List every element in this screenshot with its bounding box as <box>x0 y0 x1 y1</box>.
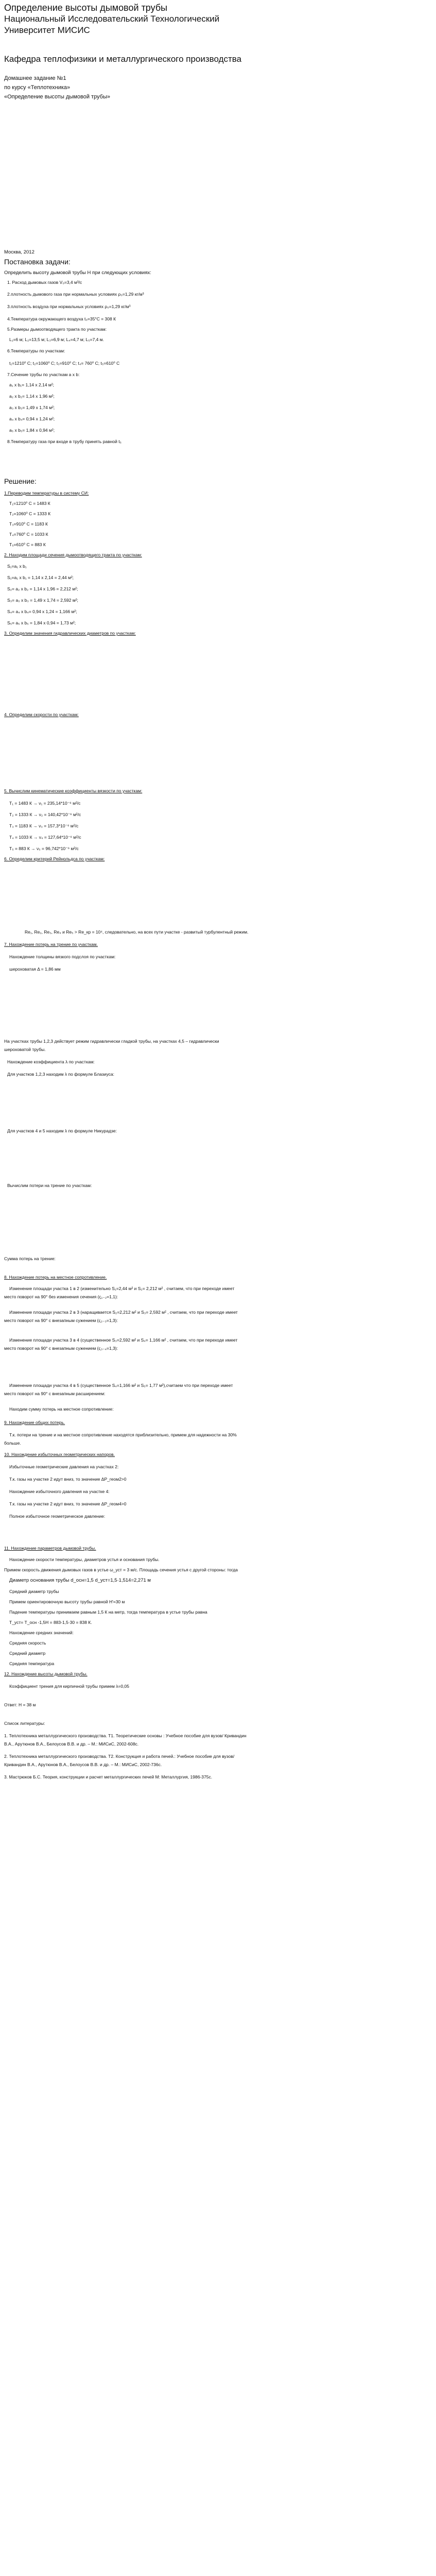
formula-line: S₅= a₅ x b₅ = 1,84 x 0,94 = 1,73 м²; <box>7 620 76 625</box>
formula-line: S₁=a₁ x b₁ <box>7 564 27 569</box>
body-text: Средний диаметр трубы <box>9 1589 59 1594</box>
references-heading: Список литературы: <box>4 1721 45 1726</box>
step-heading: 5. Вычислим кинематические коэффициенты вязкости по участкам: <box>4 788 143 793</box>
body-text: Т.к. газы на участке 2 идут вниз, то значение ΔP_геом4>0 <box>9 1501 127 1506</box>
body-text: Изменение площади участка 2 в 3 (наращивается S₂=2,212 м² и S₃= 2,592 м² , считаем, что при переходе имеет <box>9 1310 238 1315</box>
body-text: Средний диаметр <box>9 1651 46 1656</box>
body-text: Т.к. газы на участке 2 идут вниз, то значение ΔP_геом2>0 <box>9 1477 127 1482</box>
step-heading: 11. Нахождение параметров дымовой трубы. <box>4 1546 96 1551</box>
body-text: Избыточные геометрические давления на участках 2: <box>9 1464 119 1469</box>
step-heading: 6. Определим критерий Рейнольдса по участкам: <box>4 856 105 861</box>
university-name-line1: Национальный Исследовательский Технологический <box>4 14 220 24</box>
problem-item: a₁ x b₁= 1,14 x 2,14 м²; <box>9 382 54 387</box>
reference-item: В.А., Арутюнов В.А., Белоусов В.В. и др. – М.: МИСиС, 2002-608с. <box>4 1741 139 1747</box>
step-heading: 2. Находим площади сечения дымоотводящего тракта по участкам: <box>4 552 142 557</box>
reference-item: 2. Теплотехника металлургического производства. Т2. Конструкция и работа печей.: Учебное пособие для вузов/ <box>4 1754 235 1759</box>
problem-item: a₂ x b₂= 1,14 x 1,96 м²; <box>9 394 55 399</box>
body-text: Падение температуры принимаем равным 1,5 К на метр, тогда температура в устье трубы равна <box>9 1609 207 1615</box>
formula-line: T₂ = 1333 К → ν₂ = 140,42*10⁻⁶ м²/с <box>9 812 81 817</box>
step-heading: 8. Нахождение потерь на местное сопротивление. <box>4 1275 107 1280</box>
problem-item: 1. Расход дымовых газов V₀=3,4 м³/с <box>7 280 82 285</box>
body-text: шероховатая Δ = 1,86 мм <box>9 967 61 972</box>
step-heading: 10. Нахождение избыточных геометрических напоров. <box>4 1452 115 1457</box>
formula-line: T₂=1060⁰ С = 1333 К <box>9 511 51 516</box>
step-heading: 4. Определим скорости по участкам: <box>4 712 79 717</box>
formula-line: T₁=1210⁰ С = 1483 К <box>9 501 50 506</box>
body-text: Нахождение коэффициента λ по участкам: <box>7 1059 95 1064</box>
formula-line: T₃ = 1183 К → ν₃ = 157,3*10⁻⁶ м²/с <box>9 823 79 828</box>
problem-item: 3.плотность воздуха при нормальных условиях ρ₀=1,29 кг/м³ <box>7 304 131 309</box>
formula-line: T₃=910⁰ С = 1183 К <box>9 521 48 527</box>
course-name: по курсу «Теплотехника» <box>4 84 71 91</box>
problem-heading: Постановка задачи: <box>4 258 71 266</box>
formula-line: S₃= a₃ x b₃ = 1,49 x 1,74 = 2,592 м²; <box>7 598 78 603</box>
reynolds-conclusion: Re₁, Re₂, Re₃, Re₄ и Re₅ > Re_кр = 10⁴, следовательно, на всех пути участке - развитый турбулентный режим. <box>25 929 249 935</box>
body-text: Находим сумму потерь на местное сопротивление: <box>9 1406 114 1412</box>
body-text: место поворот на 90° с внезапным сужением (ς₃₋₄=1,3): <box>4 1346 118 1351</box>
body-text: Изменение площади участка 3 в 4 (существенное S₃=2,592 м² и S₄= 1,166 м² , считаем, что при переходе имеет <box>9 1337 238 1343</box>
formula-line: T₄ = 1033 К → ν₄ = 127,64*10⁻⁶ м²/с <box>9 835 81 840</box>
body-text: шероховатой трубы. <box>4 1047 46 1052</box>
body-text: Изменение площади участка 4 в 5 (существенное S₄=1,166 м² и S₅= 1,77 м²),считаем что при переходе имеет <box>9 1383 233 1388</box>
body-text: Для участков 4 и 5 находим λ по формуле Никурадзе: <box>7 1128 117 1133</box>
assignment-topic: «Определение высоты дымовой трубы» <box>4 94 110 100</box>
body-text: Нахождение избыточного давления на участке 4: <box>9 1489 110 1494</box>
body-text: больше. <box>4 1440 21 1446</box>
problem-item: a₃ x b₃= 1,49 x 1,74 м²; <box>9 405 55 410</box>
body-text: Нахождение скорости температуры, диаметров устья и основания трубы. <box>9 1557 160 1562</box>
formula-line: S₁=a₁ x b₁ = 1,14 x 2,14 = 2,44 м²; <box>7 575 74 580</box>
body-text: место поворот на 90° без изменения сечения (ς₁₋₂=1,1): <box>4 1294 118 1299</box>
reference-item: Кривандин В.А., Арутюнов В.А., Белоусов В.В. и др. – М.: МИСиС, 2002-736с. <box>4 1762 162 1767</box>
problem-item: t₁=1210⁰ С; t₂=1060⁰ С; t₃=910⁰ С; t₄= 760⁰ С; t₅=610⁰ С <box>9 361 120 366</box>
answer: Ответ: Н = 38 м <box>4 1702 36 1707</box>
problem-item: 2.плотность дымового газа при нормальных условиях ρ₀=1,29 кг/м³ <box>7 292 144 297</box>
assignment-number: Домашнее задание №1 <box>4 75 66 81</box>
formula-line: T₁ = 1483 К → ν₁ = 235,14*10⁻⁶ м²/с <box>9 801 81 806</box>
city-year: Москва, 2012 <box>4 249 34 255</box>
body-text: T_уст= T_осн -1,5Н = 883-1,5·30 = 838 К. <box>9 1620 92 1625</box>
body-text: Нахождение толщины вязкого подслоя по участкам: <box>9 954 116 959</box>
problem-item: 7.Сечение трубы по участкам а х b: <box>7 372 80 377</box>
problem-item: 6.Температуры по участкам: <box>7 348 65 353</box>
step-heading: 1.Переводим температуры в систему СИ: <box>4 490 89 496</box>
body-text: Примем скорость движения дымовых газов в устье ω_уст = 3 м/с. Площадь сечения устья с другой стороны: тогда <box>4 1567 238 1572</box>
reference-item: 3. Мастрюков Б.С. Теория, конструкции и расчет металлургических печей М: Металлургия, 1986-375с. <box>4 1774 213 1780</box>
body-text: Диаметр основания трубы d_осн=1,5 d_уст=1,5·1,514=2,271 м <box>9 1578 151 1583</box>
body-text: Вычислим потери на трение по участкам: <box>7 1183 92 1188</box>
body-text: Нахождение средних значений: <box>9 1630 74 1635</box>
formula-line: S₂= a₂ x b₂ = 1,14 x 1,96 = 2,212 м²; <box>7 586 78 591</box>
formula-line: T₅=610⁰ С = 883 К <box>9 542 46 547</box>
body-text: Для участков 1,2,3 находим λ по формуле Блазиуса: <box>7 1072 114 1077</box>
body-text: Сумма потерь на трение: <box>4 1256 56 1261</box>
body-text: Средняя скорость <box>9 1640 46 1646</box>
body-text: Изменение площади участка 1 в 2 (изменительно S₁=2,44 м² и S₂= 2,212 м² , считаем, что при переходе имеет <box>9 1286 235 1291</box>
formula-line: T₅ = 883 К → ν₅ = 96,742*10⁻⁶ м²/с <box>9 846 79 851</box>
step-heading: 3. Определим значения гидравлических диаметров по участкам: <box>4 631 136 636</box>
body-text: место поворот на 90° с внезапным сужением (ς₂₋₃=1,3): <box>4 1318 118 1323</box>
university-name-line2: Университет МИСИС <box>4 25 90 35</box>
body-text: место поворот на 90° с внезапным расширением: <box>4 1391 106 1396</box>
body-text: Средняя температура <box>9 1661 55 1666</box>
reference-item: 1. Теплотехника металлургического производства. Т1. Теоретические основы : Учебное пособие для вузов/ Кривандин <box>4 1733 247 1738</box>
problem-item: 8.Температуру газа при входе в трубу принять равной t₅ <box>7 439 121 444</box>
formula-line: T₄=760⁰ С = 1033 К <box>9 532 48 537</box>
formula-line: S₄= a₄ x b₄= 0,94 x 1,24 = 1,166 м²; <box>7 609 77 614</box>
problem-item: 5.Размеры дымоотводящего тракта по участкам: <box>7 327 107 332</box>
body-text: Т.к. потери на трение и на местное сопротивление находятся приблизительно, примем для надежности на 30% <box>9 1432 237 1437</box>
doc-title: Определение высоты дымовой трубы <box>4 3 168 13</box>
body-text: Коэффициент трения для кирпичной трубы примем λ=0,05 <box>9 1684 130 1689</box>
problem-item: a₄ x b₄= 0,94 x 1,24 м²; <box>9 416 55 421</box>
body-text: Примем ориентировочную высоту трубы равной Н'=30 м <box>9 1599 125 1604</box>
step-heading: 7. Нахождение потерь на трение по участкам. <box>4 942 98 947</box>
step-heading: 12. Нахождение высоты дымовой трубы. <box>4 1671 88 1676</box>
body-text: На участках трубы 1,2,3 действует режим гидравлически гладкой трубы, на участках 4,5 – гидравлически <box>4 1039 219 1044</box>
problem-item: 4.Температура окружающего воздуха t₀=35°С = 308 К <box>7 316 116 321</box>
problem-item: L₁=6 м; L₂=13,5 м; L₃=6,9 м; L₄=4,7 м; L₅=7,4 м. <box>9 337 104 342</box>
problem-intro: Определить высоту дымовой трубы Н при следующих условиях: <box>4 270 151 276</box>
step-heading: 9. Нахождение общих потерь. <box>4 1420 65 1425</box>
problem-item: a₅ x b₅= 1,84 x 0,94 м²; <box>9 428 55 433</box>
body-text: Полное избыточное геометрическое давление: <box>9 1514 106 1519</box>
department-name: Кафедра теплофизики и металлургического производства <box>4 54 242 64</box>
solution-heading: Решение: <box>4 477 37 485</box>
